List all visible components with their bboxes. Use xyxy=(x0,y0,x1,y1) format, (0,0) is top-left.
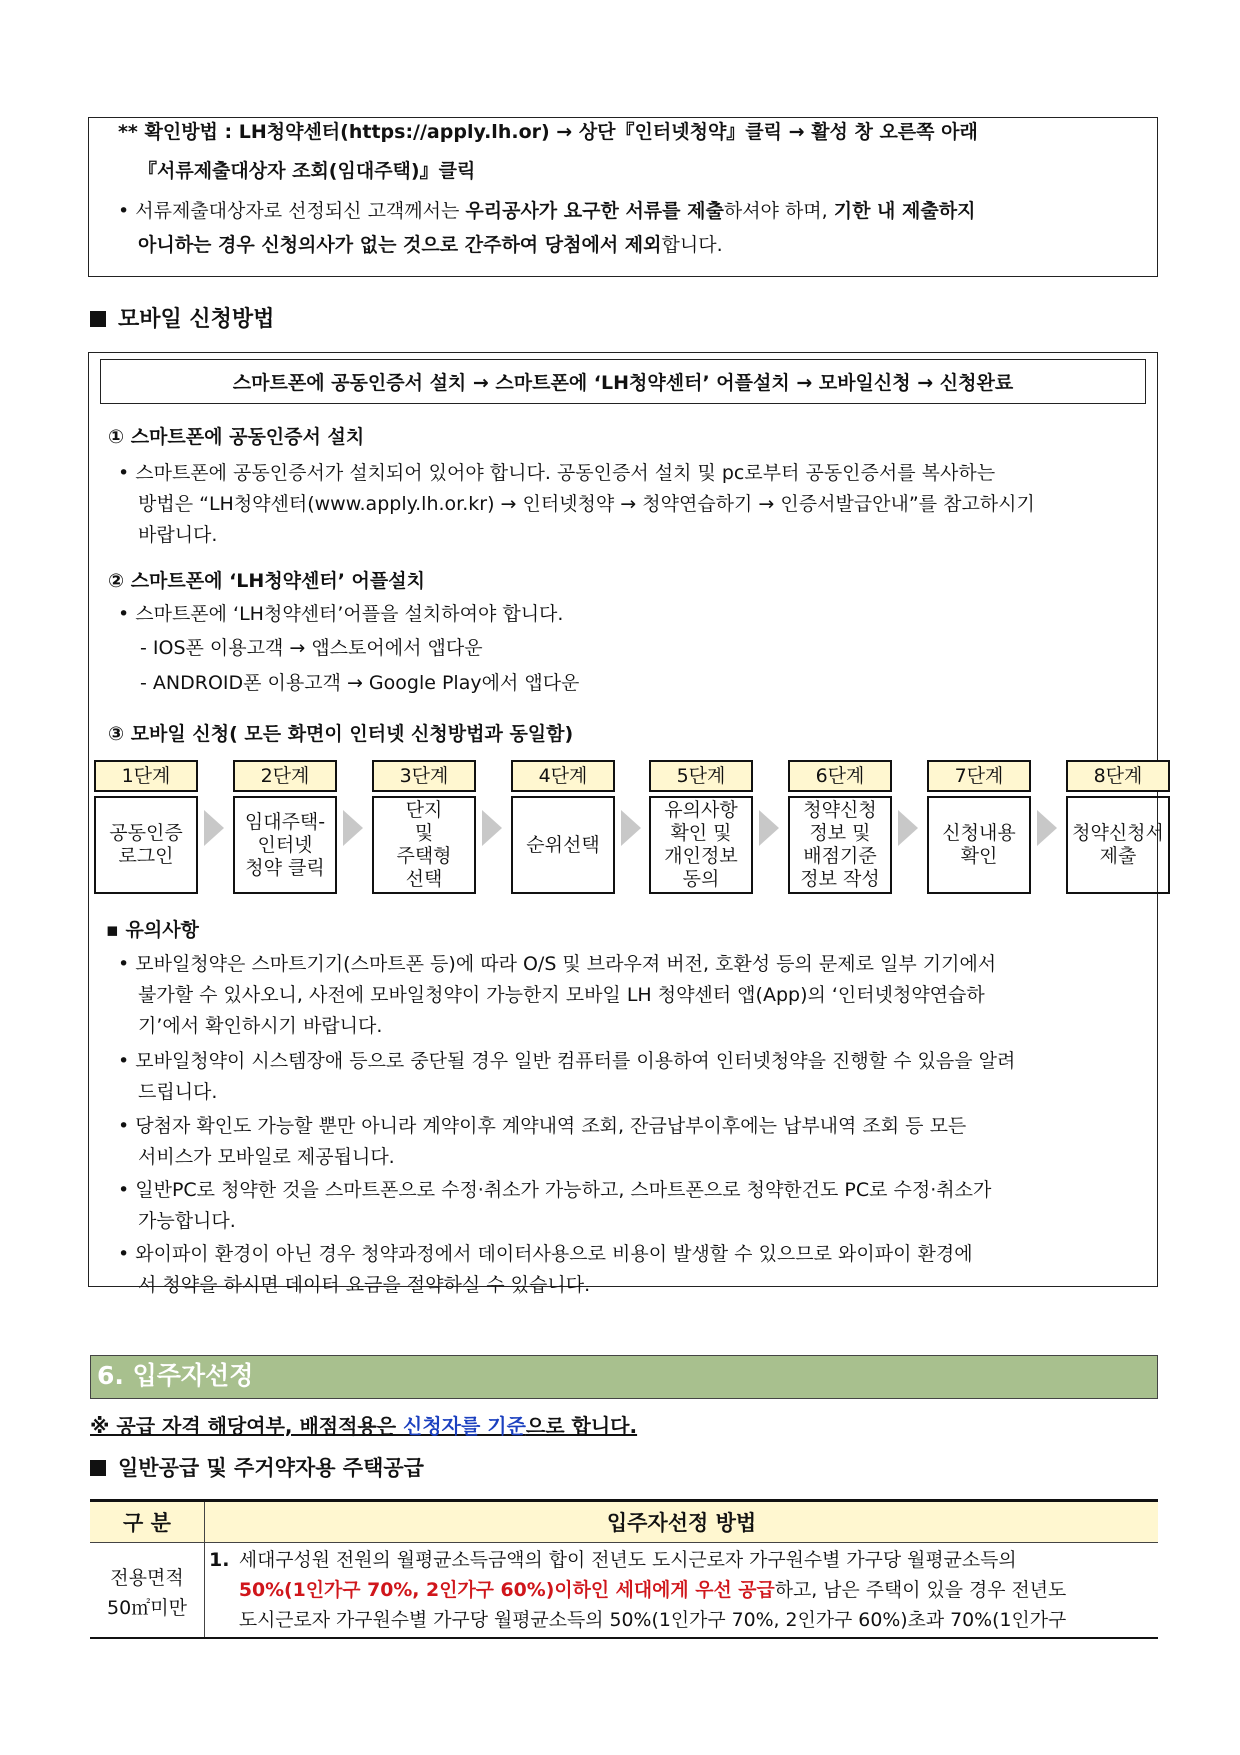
note-line: 서비스가 모바일로 제공됩니다. xyxy=(138,1146,395,1168)
note-line: 불가할 수 있사오니, 사전에 모바일청약이 가능한지 모바일 LH 청약센터 앱(App)의 ‘인터넷청약연습하 xyxy=(138,984,985,1006)
step-text: 단지 및 주택형 선택 xyxy=(372,796,476,894)
text-segment: 아니하는 경우 신청의사가 없는 것으로 간주하여 당첨에서 제외 xyxy=(138,234,662,256)
check-method-line1: ** 확인방법 : LH청약센터(https://apply.lh.or) → 상단『인터넷청약』클릭 → 활성 창 오른쪽 아래 xyxy=(118,121,978,143)
section6-title: 6. 입주자선정 xyxy=(97,1361,254,1390)
step-label: 6단계 xyxy=(788,760,892,792)
note-line: • 당첨자 확인도 가능할 뿐만 아니라 계약이후 계약내역 조회, 잔금납부이후에는 납부내역 조회 등 모든 xyxy=(118,1115,967,1137)
arrow-right-icon xyxy=(204,810,224,846)
step-5 xyxy=(649,760,753,894)
text-segment: 으로 합니다. xyxy=(525,1414,638,1438)
note-line: • 일반PC로 청약한 것을 스마트폰으로 수정·취소가 가능하고, 스마트폰으로 청약한건도 PC로 수정·취소가 xyxy=(118,1179,992,1201)
arrow-right-icon xyxy=(482,810,502,846)
section6-note xyxy=(90,1413,637,1439)
step-7 xyxy=(927,760,1031,894)
step-text: 임대주택- 인터넷 청약 클릭 xyxy=(233,796,337,894)
submission-bullet-line1 xyxy=(118,198,975,224)
notes-title: ▪ 유의사항 xyxy=(106,919,199,941)
text-segment: 신청자를 기준 xyxy=(403,1414,526,1438)
step-3 xyxy=(372,760,476,894)
step-4 xyxy=(511,760,615,894)
step-1 xyxy=(94,760,198,894)
step2-line2: - IOS폰 이용고객 → 앱스토어에서 앱다운 xyxy=(140,637,483,659)
text-segment: ※ 공급 자격 해당여부, 배점적용은 xyxy=(90,1414,404,1438)
row-category xyxy=(90,1543,205,1639)
note-line: 가능합니다. xyxy=(138,1210,236,1232)
check-method-line2: 『서류제출대상자 조회(임대주택)』클릭 xyxy=(138,160,476,182)
method-line3: 도시근로자 가구원수별 가구당 월평균소득의 50%(1인가구 70%, 2인가구 60%)초과 70%(1인가구 xyxy=(238,1609,1067,1631)
text-segment: 하고, 남은 주택이 있을 경우 전년도 xyxy=(774,1579,1067,1601)
step-text: 유의사항 확인 및 개인정보 동의 xyxy=(649,796,753,894)
arrow-right-icon xyxy=(621,810,641,846)
table-header-row xyxy=(90,1501,1158,1543)
step-label: 5단계 xyxy=(649,760,753,792)
arrow-right-icon xyxy=(759,810,779,846)
text-segment: 50%(1인가구 70%, 2인가구 60%)이하인 세대에게 우선 공급 xyxy=(238,1579,775,1601)
step1-line3: 바랍니다. xyxy=(138,524,218,546)
step-6 xyxy=(788,760,892,894)
step-text: 청약신청 정보 및 배점기준 정보 작성 xyxy=(788,796,892,894)
step-label: 1단계 xyxy=(94,760,198,792)
step2-line3: - ANDROID폰 이용고객 → Google Play에서 앱다운 xyxy=(140,672,580,694)
note-line: 서 청약을 하시면 데이터 요금을 절약하실 수 있습니다. xyxy=(138,1274,591,1296)
note-line: • 와이파이 환경이 아닌 경우 청약과정에서 데이터사용으로 비용이 발생할 수 있으므로 와이파이 환경에 xyxy=(118,1243,973,1265)
section6-title-bar xyxy=(90,1355,1158,1399)
table-row xyxy=(90,1543,1158,1639)
step2-line1: • 스마트폰에 ‘LH청약센터’어플을 설치하여야 합니다. xyxy=(118,603,564,625)
text-segment: 합니다. xyxy=(661,234,723,256)
arrow-right-icon xyxy=(1037,810,1057,846)
step-text: 순위선택 xyxy=(511,796,615,894)
note-line: 기’에서 확인하시기 바랍니다. xyxy=(138,1015,383,1037)
general-supply-heading xyxy=(90,1452,424,1482)
method-line2 xyxy=(209,1575,1152,1605)
step-2 xyxy=(233,760,337,894)
step-text: 청약신청서 제출 xyxy=(1066,796,1170,894)
step-text: 공동인증 로그인 xyxy=(94,796,198,894)
step1-title: ① 스마트폰에 공동인증서 설치 xyxy=(108,426,365,448)
step-label: 7단계 xyxy=(927,760,1031,792)
flow-box xyxy=(100,359,1146,404)
step1-line1: • 스마트폰에 공동인증서가 설치되어 있어야 합니다. 공동인증서 설치 및 pc로부터 공동인증서를 복사하는 xyxy=(118,462,996,484)
step-label: 4단계 xyxy=(511,760,615,792)
flow-text: 스마트폰에 공동인증서 설치 → 스마트폰에 ‘LH청약센터’ 어플설치 → 모바일신청 → 신청완료 xyxy=(232,372,1014,394)
category-line2: 50㎡미만 xyxy=(107,1597,187,1619)
mobile-heading xyxy=(90,302,274,333)
col-header-category: 구 분 xyxy=(90,1501,205,1543)
square-bullet-icon xyxy=(90,1460,106,1476)
heading-text: 모바일 신청방법 xyxy=(118,307,275,332)
step-8 xyxy=(1066,760,1170,894)
item-number: 1. xyxy=(209,1549,230,1571)
step2-title: ② 스마트폰에 ‘LH청약센터’ 어플설치 xyxy=(108,570,425,592)
step-label: 3단계 xyxy=(372,760,476,792)
arrow-right-icon xyxy=(343,810,363,846)
method-line1: 세대구성원 전원의 월평균소득금액의 합이 전년도 도시근로자 가구원수별 가구당 월평균소득의 xyxy=(238,1549,1017,1571)
row-method xyxy=(205,1543,1159,1639)
note-line: • 모바일청약은 스마트기기(스마트폰 등)에 따라 O/S 및 브라우져 버전, 호환성 등의 문제로 일부 기기에서 xyxy=(118,953,997,975)
col-header-method: 입주자선정 방법 xyxy=(205,1501,1159,1543)
submission-bullet-line2 xyxy=(138,232,723,258)
step-text: 신청내용 확인 xyxy=(927,796,1031,894)
step-label: 8단계 xyxy=(1066,760,1170,792)
note-line: 드립니다. xyxy=(138,1081,218,1103)
category-line1: 전용면적 xyxy=(110,1567,184,1589)
selection-table xyxy=(90,1499,1158,1639)
square-bullet-icon xyxy=(90,311,106,327)
step3-title: ③ 모바일 신청( 모든 화면이 인터넷 신청방법과 동일함) xyxy=(108,723,574,745)
text-segment: 우리공사가 요구한 서류를 제출 xyxy=(465,200,724,222)
note-line: • 모바일청약이 시스템장애 등으로 중단될 경우 일반 컴퓨터를 이용하여 인터넷청약을 진행할 수 있음을 알려 xyxy=(118,1050,1016,1072)
text-segment: • 서류제출대상자로 선정되신 고객께서는 xyxy=(118,200,466,222)
heading-text: 일반공급 및 주거약자용 주택공급 xyxy=(118,1456,424,1480)
arrow-right-icon xyxy=(898,810,918,846)
text-segment: 기한 내 제출하지 xyxy=(833,200,976,222)
step-label: 2단계 xyxy=(233,760,337,792)
step1-line2: 방법은 “LH청약센터(www.apply.lh.or.kr) → 인터넷청약 → 청약연습하기 → 인증서발급안내”를 참고하시기 xyxy=(138,493,1035,515)
text-segment: 하셔야 하며, xyxy=(723,200,834,222)
